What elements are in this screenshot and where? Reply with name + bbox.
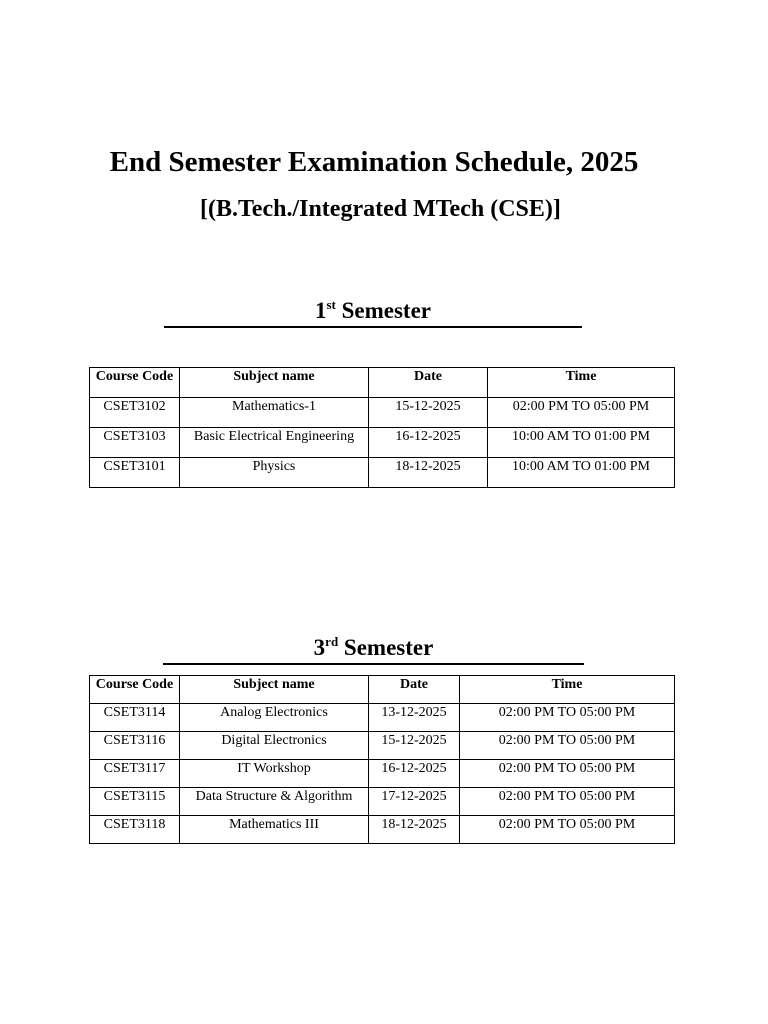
column-header-date: Date [369, 368, 488, 398]
subject-name-cell: Physics [180, 458, 369, 488]
time-cell: 02:00 PM TO 05:00 PM [460, 760, 675, 788]
column-header-date: Date [369, 676, 460, 704]
date-cell: 18-12-2025 [369, 816, 460, 844]
course-code-cell: CSET3115 [90, 788, 180, 816]
course-code-cell: CSET3114 [90, 704, 180, 732]
date-cell: 17-12-2025 [369, 788, 460, 816]
table-row [90, 704, 675, 732]
table-header-row [90, 368, 675, 398]
column-header-subject-name: Subject name [180, 676, 369, 704]
table-row [90, 428, 675, 458]
semester-1-schedule-table [89, 367, 675, 488]
semester-1-heading [164, 298, 582, 328]
time-cell: 02:00 PM TO 05:00 PM [460, 732, 675, 760]
table-row [90, 458, 675, 488]
date-cell: 16-12-2025 [369, 428, 488, 458]
semester-1-label: Semester [341, 298, 432, 323]
subject-name-cell: Data Structure & Algorithm [180, 788, 369, 816]
column-header-course-code: Course Code [90, 676, 180, 704]
date-cell: 18-12-2025 [369, 458, 488, 488]
subject-name-cell: Mathematics-1 [180, 398, 369, 428]
subject-name-cell: IT Workshop [180, 760, 369, 788]
subject-name-cell: Analog Electronics [180, 704, 369, 732]
column-header-time: Time [460, 676, 675, 704]
course-code-cell: CSET3118 [90, 816, 180, 844]
time-cell: 02:00 PM TO 05:00 PM [460, 788, 675, 816]
subject-name-cell: Digital Electronics [180, 732, 369, 760]
course-code-cell: CSET3103 [90, 428, 180, 458]
date-cell: 16-12-2025 [369, 760, 460, 788]
course-code-cell: CSET3117 [90, 760, 180, 788]
column-header-course-code: Course Code [90, 368, 180, 398]
date-cell: 15-12-2025 [369, 398, 488, 428]
subject-name-cell: Mathematics III [180, 816, 369, 844]
semester-3-label: Semester [343, 635, 434, 660]
table-row [90, 732, 675, 760]
semester-1-suffix: st [326, 297, 336, 312]
table-row [90, 398, 675, 428]
time-cell: 10:00 AM TO 01:00 PM [488, 458, 675, 488]
page-title: End Semester Examination Schedule, 2025 [109, 146, 639, 178]
semester-3-schedule-table [89, 675, 675, 844]
table-row [90, 760, 675, 788]
semester-3-heading [163, 635, 584, 665]
date-cell: 15-12-2025 [369, 732, 460, 760]
course-code-cell: CSET3101 [90, 458, 180, 488]
program-subtitle: [(B.Tech./Integrated MTech (CSE)] [200, 196, 561, 222]
column-header-time: Time [488, 368, 675, 398]
column-header-subject-name: Subject name [180, 368, 369, 398]
date-cell: 13-12-2025 [369, 704, 460, 732]
time-cell: 02:00 PM TO 05:00 PM [460, 704, 675, 732]
course-code-cell: CSET3116 [90, 732, 180, 760]
time-cell: 02:00 PM TO 05:00 PM [488, 398, 675, 428]
semester-1-number: 1 [314, 298, 327, 323]
time-cell: 10:00 AM TO 01:00 PM [488, 428, 675, 458]
table-row [90, 788, 675, 816]
semester-3-number: 3 [313, 635, 326, 660]
semester-3-suffix: rd [325, 634, 339, 649]
subject-name-cell: Basic Electrical Engineering [180, 428, 369, 458]
course-code-cell: CSET3102 [90, 398, 180, 428]
table-row [90, 816, 675, 844]
table-header-row [90, 676, 675, 704]
time-cell: 02:00 PM TO 05:00 PM [460, 816, 675, 844]
